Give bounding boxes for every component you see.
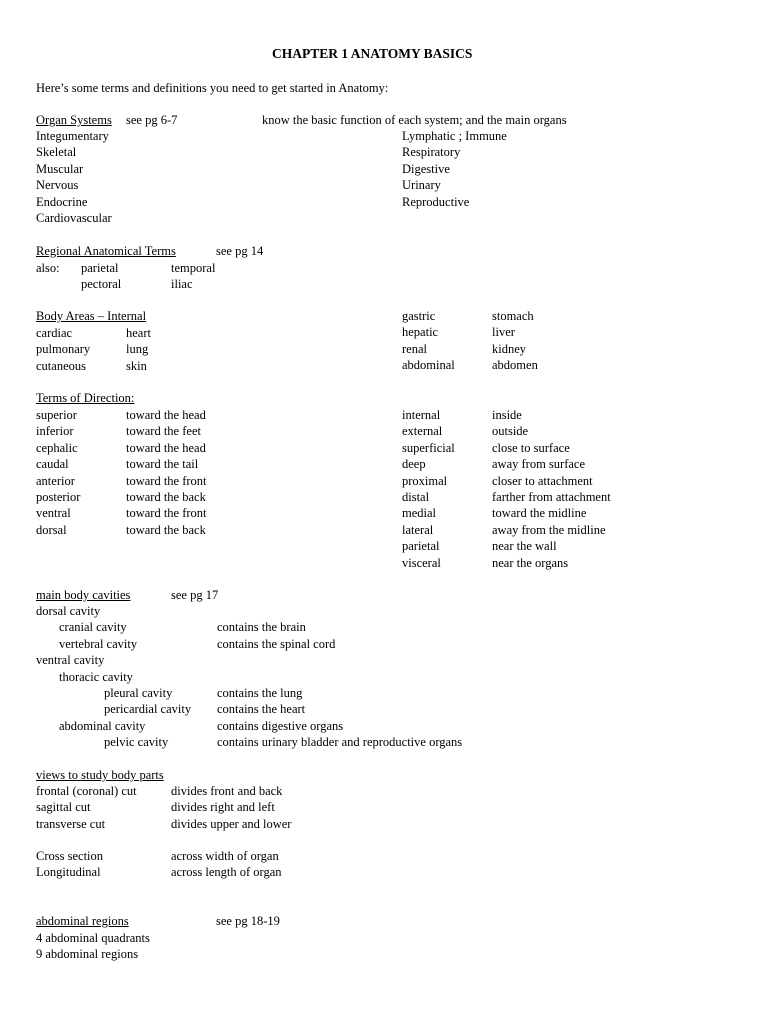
organ-system-item: Urinary	[402, 178, 441, 193]
organ-system-item: Nervous	[36, 178, 79, 193]
body-area-term: cutaneous	[36, 358, 86, 373]
view-cut-term: transverse cut	[36, 816, 106, 831]
views-heading: views to study body parts	[36, 768, 164, 782]
regional-ref: see pg 14	[216, 244, 264, 258]
direction-term: anterior	[36, 473, 75, 488]
cavity-contents: contains digestive organs	[217, 718, 344, 733]
direction-term: lateral	[402, 522, 434, 537]
view-cut-meaning: divides upper and lower	[171, 816, 292, 831]
direction-term: deep	[402, 457, 426, 472]
body-area-term: renal	[402, 341, 427, 356]
organ-system-item: Lymphatic ; Immune	[402, 129, 507, 143]
body-area-term: gastric	[402, 309, 436, 323]
organ-system-item: Cardiovascular	[36, 211, 112, 225]
direction-term: caudal	[36, 457, 69, 472]
cavity-term: vertebral cavity	[59, 636, 138, 651]
cavity-contents: contains the heart	[217, 702, 306, 717]
direction-meaning: away from surface	[492, 457, 586, 472]
cavity-contents: contains the brain	[217, 620, 306, 635]
cavity-term: pericardial cavity	[104, 702, 192, 717]
cavities-ref: see pg 17	[171, 588, 219, 602]
direction-term: dorsal	[36, 522, 67, 537]
view-cut-meaning: divides front and back	[171, 784, 283, 798]
direction-meaning: toward the front	[126, 506, 207, 521]
body-area-meaning: liver	[492, 325, 515, 340]
view-cut-term: frontal (coronal) cut	[36, 784, 137, 798]
direction-term: internal	[402, 408, 441, 422]
cavity-term: pelvic cavity	[104, 735, 169, 750]
direction-meaning: toward the back	[126, 522, 206, 537]
body-area-meaning: heart	[126, 326, 151, 340]
abdominal-heading: abdominal regions	[36, 914, 129, 928]
direction-meaning: toward the tail	[126, 457, 199, 472]
direction-meaning: away from the midline	[492, 522, 606, 537]
direction-term: distal	[402, 490, 430, 504]
page-title: CHAPTER 1 ANATOMY BASICS	[272, 46, 473, 61]
body-area-term: cardiac	[36, 326, 73, 340]
direction-meaning: outside	[492, 424, 529, 439]
organ-system-item: Respiratory	[402, 145, 461, 160]
direction-meaning: toward the front	[126, 473, 207, 488]
cavity-term: pleural cavity	[104, 686, 173, 700]
direction-meaning: toward the head	[126, 440, 206, 455]
direction-meaning: toward the back	[126, 490, 206, 504]
abdominal-item: 9 abdominal regions	[36, 947, 139, 962]
cavity-term: ventral cavity	[36, 653, 105, 668]
direction-meaning: toward the midline	[492, 506, 587, 521]
direction-term: external	[402, 424, 443, 439]
body-area-term: pulmonary	[36, 342, 91, 357]
organ-system-item: Endocrine	[36, 194, 88, 209]
direction-term: superficial	[402, 440, 455, 455]
regional-term: pectoral	[81, 277, 122, 291]
body-area-meaning: abdomen	[492, 358, 538, 373]
section-term: Cross section	[36, 849, 104, 863]
direction-term: superior	[36, 408, 77, 422]
direction-term: cephalic	[36, 440, 78, 455]
direction-term: medial	[402, 506, 437, 521]
direction-meaning: near the wall	[492, 539, 557, 554]
organ-system-item: Muscular	[36, 161, 84, 176]
body-areas-heading: Body Areas – Internal	[36, 309, 147, 323]
direction-meaning: toward the head	[126, 408, 206, 422]
body-area-term: hepatic	[402, 325, 439, 340]
direction-term: inferior	[36, 424, 74, 439]
view-cut-meaning: divides right and left	[171, 800, 275, 815]
body-area-term: abdominal	[402, 358, 455, 373]
cavity-term: abdominal cavity	[59, 718, 146, 733]
direction-meaning: farther from attachment	[492, 490, 611, 504]
direction-meaning: closer to attachment	[492, 473, 593, 488]
abdominal-ref: see pg 18-19	[216, 914, 280, 928]
cavity-contents: contains urinary bladder and reproductive organs	[217, 735, 463, 750]
direction-term: ventral	[36, 506, 71, 521]
section-meaning: across length of organ	[171, 865, 282, 880]
abdominal-item: 4 abdominal quadrants	[36, 931, 150, 945]
direction-meaning: close to surface	[492, 440, 570, 455]
intro-text: Here’s some terms and definitions you need to get started in Anatomy:	[36, 81, 389, 95]
organ-systems-ref: see pg 6-7	[126, 113, 178, 127]
direction-term: posterior	[36, 490, 81, 504]
regional-term: temporal	[171, 261, 216, 275]
cavity-term: thoracic cavity	[59, 669, 133, 684]
cavities-heading: main body cavities	[36, 588, 131, 602]
body-area-meaning: skin	[126, 358, 147, 373]
regional-term: iliac	[171, 277, 193, 291]
direction-meaning: toward the feet	[126, 424, 201, 439]
regional-heading: Regional Anatomical Terms	[36, 244, 176, 258]
section-meaning: across width of organ	[171, 849, 279, 863]
regional-term: parietal	[81, 261, 119, 275]
cavity-term: cranial cavity	[59, 620, 127, 635]
view-cut-term: sagittal cut	[36, 800, 91, 815]
direction-heading: Terms of Direction:	[36, 391, 135, 405]
organ-system-item: Skeletal	[36, 145, 77, 160]
body-area-meaning: stomach	[492, 309, 534, 323]
body-area-meaning: kidney	[492, 341, 527, 356]
regional-also-label: also:	[36, 261, 60, 275]
cavity-contents: contains the spinal cord	[217, 636, 336, 651]
organ-systems-note: know the basic function of each system; and the main organs	[262, 113, 567, 127]
body-area-meaning: lung	[126, 342, 149, 357]
cavity-contents: contains the lung	[217, 686, 303, 700]
organ-systems-heading: Organ Systems	[36, 113, 112, 127]
direction-term: proximal	[402, 473, 448, 488]
cavity-term: dorsal cavity	[36, 604, 101, 618]
direction-meaning: near the organs	[492, 555, 569, 570]
direction-term: visceral	[402, 555, 441, 570]
organ-system-item: Integumentary	[36, 129, 109, 143]
organ-system-item: Digestive	[402, 161, 450, 176]
section-term: Longitudinal	[36, 865, 101, 880]
organ-system-item: Reproductive	[402, 194, 470, 209]
direction-term: parietal	[402, 539, 440, 554]
direction-meaning: inside	[492, 408, 522, 422]
